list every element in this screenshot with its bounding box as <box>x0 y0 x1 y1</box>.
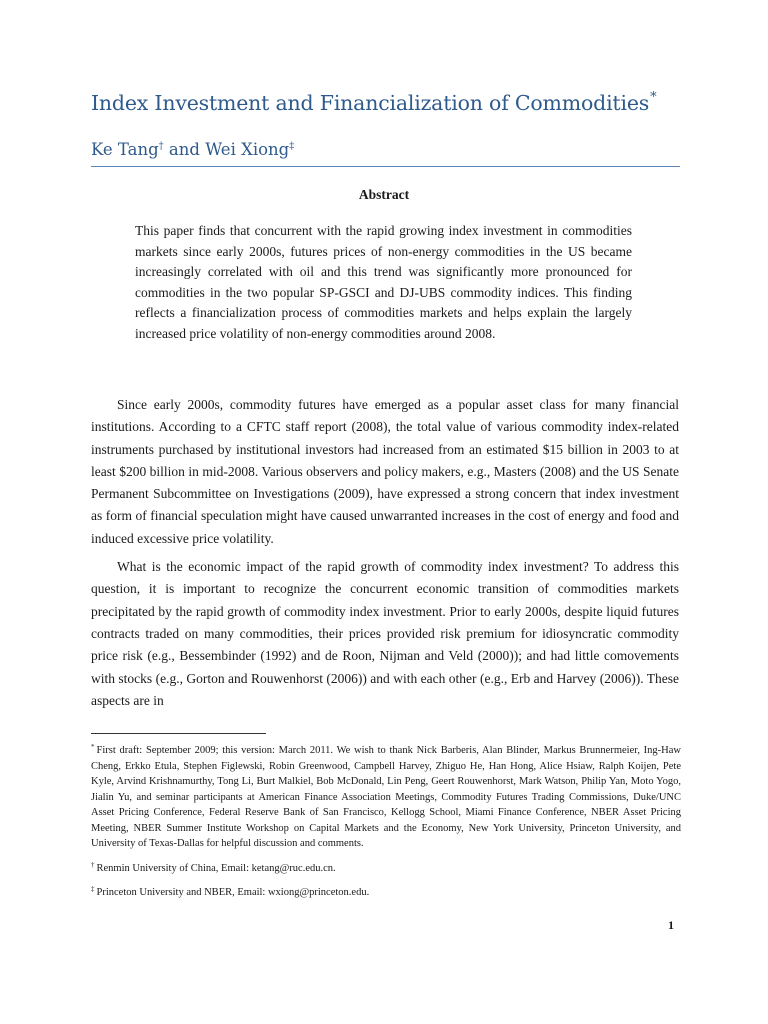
footnote-mark: ‡ <box>91 885 95 893</box>
title-divider <box>91 166 680 167</box>
author-name: Wei Xiong <box>205 140 290 159</box>
footnote-divider <box>91 733 266 734</box>
footnote-text: Renmin University of China, Email: ketang@ruc.edu.cn. <box>96 862 336 874</box>
author-footnote-mark: † <box>158 141 164 152</box>
body-paragraph: What is the economic impact of the rapid growth of commodity index investment? To address this question, it is important to recognize the concurrent economic transition of commodities markets precipitated by the rapid growth of commodity index investment. Prior to early 2000s, despite liquid futures contracts traded on many commodities, their prices provided risk premium for idiosyncratic commodity price risk (e.g., Bessembinder (1992) and de Roon, Nijman and Veld (2000)); and had little comovements with stocks (e.g., Gorton and Rouwenhorst (2006)) and with each other (e.g., Erb and Harvey (2006)). These aspects are in <box>91 559 679 708</box>
body-paragraph: Since early 2000s, commodity futures have emerged as a popular asset class for many financial institutions. According to a CFTC staff report (2008), the total value of various commodity index-related instruments purchased by institutional investors had increased from an estimated $15 billion in 2003 to at least $200 billion in mid-2008. Various observers and policy makers, e.g., Masters (2008) and the US Senate Permanent Subcommittee on Investigations (2009), have expressed a strong concern that index investment as form of financial speculation might have caused unwarranted increases in the cost of energy and food and induced excessive price volatility. <box>91 397 679 546</box>
author-name: Ke Tang <box>91 140 159 159</box>
footnote <box>91 858 681 877</box>
footnote-mark: † <box>91 860 95 869</box>
footnote <box>91 882 681 901</box>
abstract-text: This paper finds that concurrent with the rapid growing index investment in commodities markets since early 2000s, futures prices of non-energy commodities in the US became increasingly correlated with oil and this trend was significantly more pronounced for commodities in the two popular SP-GSCI and DJ-UBS commodity indices. This finding reflects a financialization process of commodities markets and helps explain the largely increased price volatility of non-energy commodities around 2008. <box>135 223 632 341</box>
paper-title-text: Index Investment and Financialization of Commodities <box>91 91 650 115</box>
author-footnote-mark: ‡ <box>289 141 295 152</box>
author-separator: and <box>163 140 206 159</box>
footnotes <box>91 740 681 907</box>
title-footnote-mark: * <box>650 90 657 105</box>
body-text <box>91 394 679 718</box>
abstract-heading: Abstract <box>358 187 410 202</box>
footnote <box>91 740 681 852</box>
page-number: 1 <box>668 918 674 932</box>
footnote-text: First draft: September 2009; this version: March 2011. We wish to thank Nick Barberis, Alan Blinder, Markus Brunnermeier, Ing-Haw Cheng, Erkko Etula, Stephen Figlewski, Robin Greenwood, Campbell Harvey, Zhiguo He, Han Hong, Alice Hsiaw, Ralph Koijen, Pete Kyle, Arvind Krishnamurthy, Tong Li, Burt Malkiel, Bob McDonald, Lin Peng, Geert Rouwenhorst, Mark Watson, Philip Yan, Moto Yogo, Jialin Yu, and seminar participants at American Finance Association Meetings, Commodity Futures Trading Commissions, Duke/UNC Asset Pricing Conference, Federal Reserve Bank of San Francisco, Kellogg School, Miami Finance Conference, NBER Asset Pricing Meeting, NBER Summer Institute Workshop on Capital Markets and the Economy, New York University, Princeton University, and University of Texas-Dallas for helpful discussion and comments. <box>91 745 681 849</box>
footnote-text: Princeton University and NBER, Email: wxiong@princeton.edu. <box>96 887 370 898</box>
footnote-mark: * <box>91 743 95 751</box>
author-line <box>91 140 294 159</box>
paper-title <box>91 90 711 115</box>
